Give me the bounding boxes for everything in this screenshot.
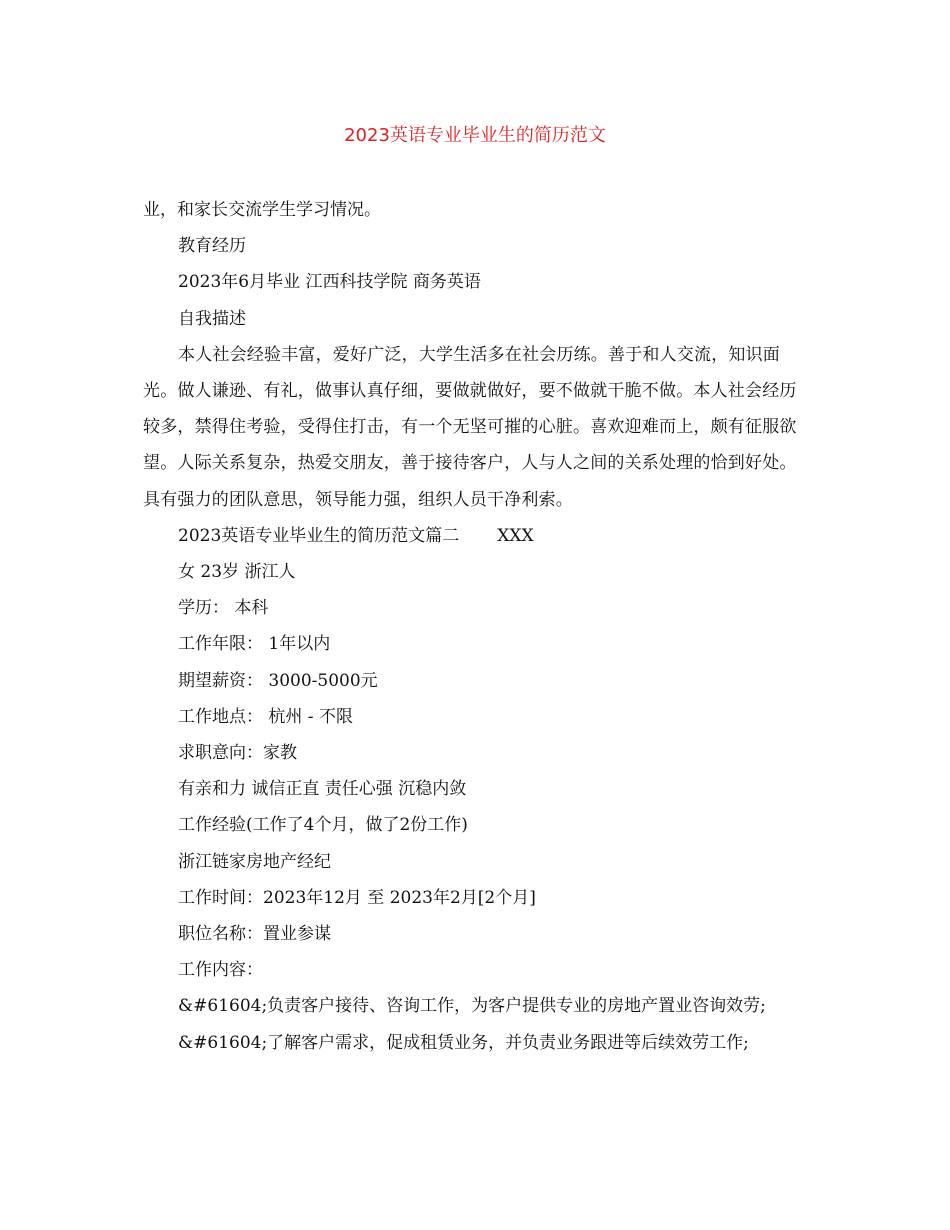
work-location: 工作地点： 杭州 - 不限 — [178, 706, 353, 727]
education-detail: 2023年6月毕业 江西科技学院 商务英语 — [178, 272, 481, 293]
position-name: 职位名称：置业参谋 — [178, 924, 331, 945]
continuation-line: 业，和家长交流学生学习情况。 — [143, 200, 381, 220]
document-body — [143, 192, 803, 1061]
work-content-heading: 工作内容： — [178, 960, 263, 981]
work-experience-summary: 工作经验(工作了4个月，做了2份工作) — [178, 815, 468, 836]
document-title: 2023英语专业毕业生的简历范文 — [344, 125, 606, 146]
duty-item-1: &#61604;负责客户接待、咨询工作，为客户提供专业的房地产置业咨询效劳; — [178, 996, 766, 1017]
company-name: 浙江链家房地产经纪 — [178, 851, 331, 872]
self-description-heading: 自我描述 — [178, 308, 246, 329]
duty-item-2: &#61604;了解客户需求，促成租赁业务，并负责业务跟进等后续效劳工作; — [178, 1032, 749, 1053]
personal-traits: 有亲和力 诚信正直 责任心强 沉稳内敛 — [178, 779, 467, 800]
work-years: 工作年限： 1年以内 — [178, 634, 331, 655]
education-level: 学历： 本科 — [178, 598, 269, 619]
resume2-title: 2023英语专业毕业生的简历范文篇二 — [178, 525, 460, 546]
profile-line: 女 23岁 浙江人 — [178, 562, 296, 583]
resume2-name: XXX — [497, 525, 534, 546]
resume2-title-line — [143, 518, 803, 554]
education-heading: 教育经历 — [178, 236, 246, 257]
job-intention: 求职意向：家教 — [178, 743, 297, 764]
self-description-paragraph: 本人社会经验丰富，爱好广泛，大学生活多在社会历练。善于和人交流，知识面光。做人谦逊、有礼，做事认真仔细，要做就做好，要不做就干脆不做。本人社会经历较多，禁得住考验，受得住打击，有一个无坚可摧的心脏。喜欢迎难而上，颇有征服欲望。人际关系复杂，热爱交朋友，善于接待客户，人与人之间的关系处理的恰到好处。具有强力的团队意思，领导能力强，组织人员干净利索。 — [143, 344, 797, 510]
work-time: 工作时间：2023年12月 至 2023年2月[2个月] — [178, 887, 536, 908]
expected-salary: 期望薪资： 3000-5000元 — [178, 670, 378, 691]
